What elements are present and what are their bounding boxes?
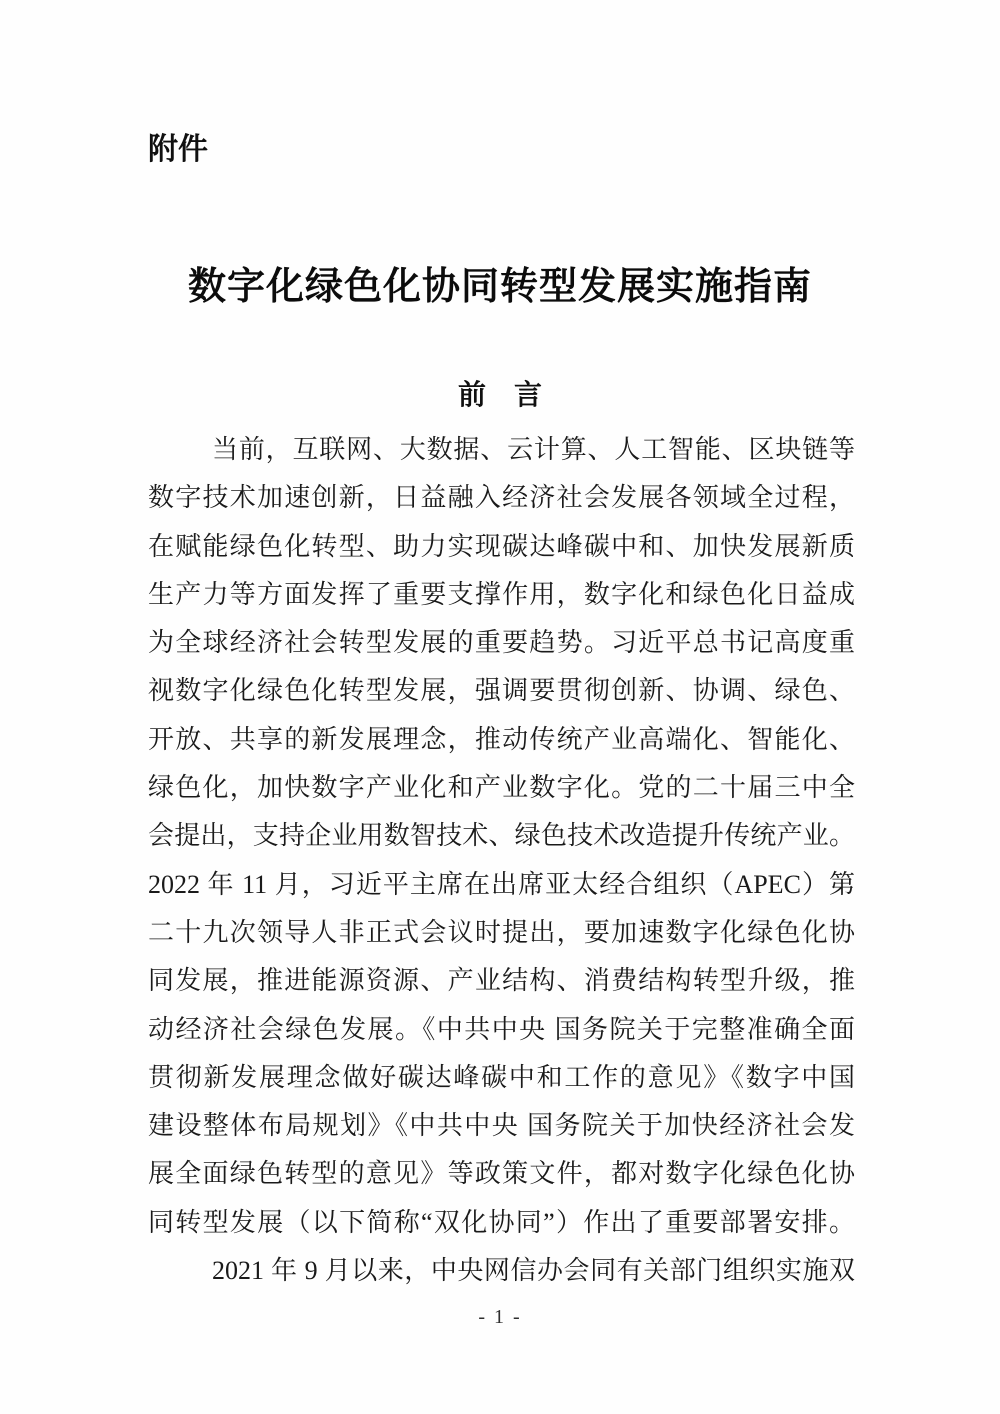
- body-line: 为全球经济社会转型发展的重要趋势。习近平总书记高度重: [148, 628, 855, 658]
- preface-heading: 前 言: [457, 379, 542, 410]
- body-line: 生产力等方面发挥了重要支撑作用，数字化和绿色化日益成: [148, 579, 855, 609]
- body-line: 建设整体布局规划》《中共中央 国务院关于加快经济社会发: [148, 1111, 855, 1141]
- body-line: 2021 年 9 月以来，中央网信办会同有关部门组织实施双: [212, 1256, 855, 1286]
- body-line: 动经济社会绿色发展。《中共中央 国务院关于完整准确全面: [148, 1014, 855, 1044]
- body-line: 当前，互联网、大数据、云计算、人工智能、区块链等: [212, 435, 855, 464]
- body-line: 在赋能绿色化转型、助力实现碳达峰碳中和、加快发展新质: [148, 531, 855, 561]
- body-line: 二十九次领导人非正式会议时提出，要加速数字化绿色化协: [148, 917, 855, 947]
- body-line: 同发展，推进能源资源、产业结构、消费结构转型升级，推: [148, 966, 855, 996]
- body-text: [148, 426, 855, 1295]
- page-number: - 1 -: [478, 1306, 522, 1328]
- body-line: 数字技术加速创新，日益融入经济社会发展各领域全过程，: [148, 483, 855, 513]
- body-line: 同转型发展（以下简称“双化协同”）作出了重要部署安排。: [148, 1207, 855, 1237]
- body-line: 开放、共享的新发展理念，推动传统产业高端化、智能化、: [148, 724, 855, 754]
- attachment-label: 附件: [148, 133, 208, 166]
- body-line: 绿色化，加快数字产业化和产业数字化。党的二十届三中全: [148, 773, 855, 803]
- body-line: 视数字化绿色化转型发展，强调要贯彻创新、协调、绿色、: [148, 676, 855, 706]
- document-title: 数字化绿色化协同转型发展实施指南: [187, 266, 812, 308]
- body-line: 会提出，支持企业用数智技术、绿色技术改造提升传统产业。: [148, 821, 855, 851]
- body-line: 贯彻新发展理念做好碳达峰碳中和工作的意见》《数字中国: [148, 1062, 855, 1092]
- body-line: 展全面绿色转型的意见》等政策文件，都对数字化绿色化协: [148, 1159, 855, 1189]
- body-line: 2022 年 11 月，习近平主席在出席亚太经合组织（APEC）第: [148, 869, 855, 899]
